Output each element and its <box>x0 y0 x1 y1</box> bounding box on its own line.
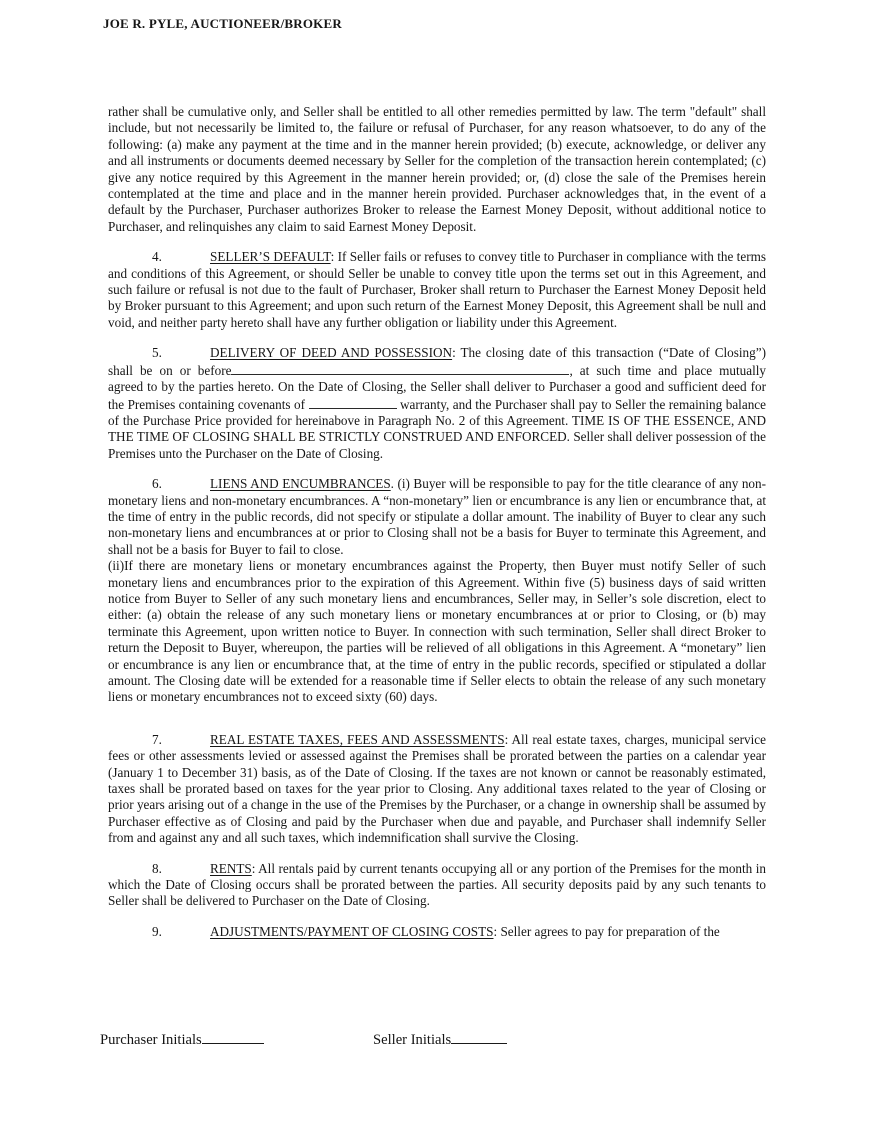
paragraph-9-adjustments-payment-of-closing-costs <box>108 924 766 940</box>
paragraph-text: rather shall be cumulative only, and Seller shall be entitled to all other remedies permitted by law. The term "default" shall include, but not necessarily be limited to, the failure or refusal of Purchaser, for any reason whatsoever, to do any of the following: (a) make any payment at the time and in the manner herein provided; (b) execute, acknowledge, or deliver any and all instruments or documents deemed necessary by Seller for the completion of the transaction herein contemplated; (c) give any notice required by this Agreement in the manner herein provided; or, (d) close the sale of the Premises herein contemplated at the time and place and in the manner herein provided. Purchaser acknowledges that, in the event of a default by the Purchaser, Purchaser authorizes Broker to release the Earnest Money Deposit, without additional notice to Purchaser, and relinquishes any claim to said Earnest Money Deposit. <box>108 104 766 234</box>
paragraph-text: : Seller agrees to pay for preparation of the <box>493 923 720 939</box>
seller-initials-label: Seller Initials <box>373 1032 452 1048</box>
paragraph-heading: ADJUSTMENTS/PAYMENT OF CLOSING COSTS <box>210 923 494 939</box>
paragraph-5-delivery-of-deed-and-possession <box>108 345 766 462</box>
paragraph-7-real-estate-taxes <box>108 732 766 847</box>
paragraph-4-sellers-default <box>108 249 766 331</box>
paragraph-default-continuation <box>108 104 766 235</box>
paragraph-number: 8. <box>152 860 162 876</box>
purchaser-initials-label: Purchaser Initials <box>100 1032 202 1048</box>
document-body <box>108 104 766 940</box>
paragraph-heading: RENTS <box>210 860 252 876</box>
seller-initials-blank[interactable] <box>451 1029 507 1044</box>
paragraph-number: 7. <box>152 731 162 747</box>
paragraph-text: : All rentals paid by current tenants occupying all or any portion of the Premises for the month in which the Date of Closing occurs shall be prorated between the parties. All security deposits paid by any such tenants to Seller shall be delivered to Purchaser on the Date of Closing. <box>108 860 766 909</box>
seller-initials-group <box>373 1029 507 1049</box>
paragraph-heading: REAL ESTATE TAXES, FEES AND ASSESSMENTS <box>210 731 505 747</box>
paragraph-text: , at such time and place mutually agreed to by the parties hereto. On the Date of Closing, the Seller shall deliver to Purchaser a good and sufficient deed for the Premises containing covenants of <box>108 362 766 412</box>
document-header: JOE R. PYLE, AUCTIONEER/BROKER <box>103 16 342 31</box>
paragraph-6-liens-and-encumbrances-part-ii <box>108 558 766 706</box>
paragraph-6-liens-and-encumbrances-part-i <box>108 476 766 558</box>
paragraph-heading: LIENS AND ENCUMBRANCES <box>210 476 391 492</box>
paragraph-text: (ii)If there are monetary liens or monetary encumbrances against the Property, then Buyer must notify Seller of such monetary liens and encumbrances prior to the expiration of this Agreement. Within five (5) business days of said written notice from Buyer to Seller of any such monetary liens and encumbrances, Seller may, in Seller’s sole discretion, elect to either: (a) obtain the release of any such monetary liens or monetary encumbrances at or prior to Closing, or (b) may terminate this Agreement, upon written notice to Buyer. In connection with such termination, Seller shall direct Broker to return the Deposit to Buyer, whereupon, the parties will be relieved of all obligations in this Agreement. A “monetary” lien or encumbrance is any lien or encumbrance that, at the time of entry in the public records, specified or stipulated a dollar amount. The Closing date will be extended for a reasonable time if Seller elects to obtain the release of any such monetary liens or monetary encumbrances not to exceed sixty (60) days. <box>108 558 766 705</box>
paragraph-text: . (i) Buyer will be responsible to pay for the title clearance of any non-monetary liens and non-monetary encumbrances. A “non-monetary” lien or encumbrance is any lien or encumbrance that, at the time of entry in the public records, did not specify or stipulate a dollar amount. The inability of Buyer to clear any such non-monetary liens and encumbrances at or prior to Closing shall not be a basis for Buyer to terminate this Agreement, and shall not be a basis for Buyer to fail to close. <box>108 476 767 557</box>
purchaser-initials-blank[interactable] <box>202 1029 264 1044</box>
paragraph-heading: SELLER’S DEFAULT <box>210 249 331 265</box>
fill-in-blank[interactable] <box>309 396 397 409</box>
paragraph-heading: DELIVERY OF DEED AND POSSESSION <box>210 345 453 361</box>
paragraph-text: : The closing date of this transaction (“Date of Closing”) shall be on or before <box>108 345 766 378</box>
paragraph-number: 9. <box>152 923 162 939</box>
paragraph-text: : If Seller fails or refuses to convey title to Purchaser in compliance with the terms and conditions of this Agreement, or should Seller be unable to convey title upon the terms set out in this Agreement, and such failure or refusal is not due to the fault of Purchaser, Broker shall return to Purchaser the Earnest Money Deposit held by Broker pursuant to this Agreement; and upon such return of the Earnest Money Deposit, this Agreement shall be null and void, and neither party hereto shall have any further obligation or liability under this Agreement. <box>108 249 766 330</box>
paragraph-number: 4. <box>152 249 162 265</box>
purchaser-initials-group <box>100 1029 264 1049</box>
paragraph-number: 5. <box>152 345 162 361</box>
paragraph-text: : All real estate taxes, charges, municipal service fees or other assessments levied or assessed against the Premises shall be prorated between the parties on a calendar year (January 1 to December 31) basis, as of the Date of Closing. If the taxes are not known or cannot be reasonably estimated, taxes shall be prorated based on taxes for the year prior to Closing. Any additional taxes related to the year of Closing or prior years arising out of a change in the use of the Premises by the Purchaser, or a change in ownership shall be assumed by Purchaser effective as of Closing and paid by the Purchaser when due and payable, and Purchaser shall indemnify Seller from and against any and all such taxes, which indemnification shall survive the Closing. <box>108 731 767 846</box>
paragraph-number: 6. <box>152 476 162 492</box>
paragraph-8-rents <box>108 861 766 910</box>
paragraph-text: warranty, and the Purchaser shall pay to Seller the remaining balance of the Purchase Price provided for hereinabove in Paragraph No. 2 of this Agreement. TIME IS OF THE ESSENCE, AND THE TIME OF CLOSING SHALL BE STRICTLY CONSTRUED AND ENFORCED. Seller shall deliver possession of the Premises unto the Purchaser on the Date of Closing. <box>108 396 766 461</box>
fill-in-blank[interactable] <box>231 362 569 375</box>
